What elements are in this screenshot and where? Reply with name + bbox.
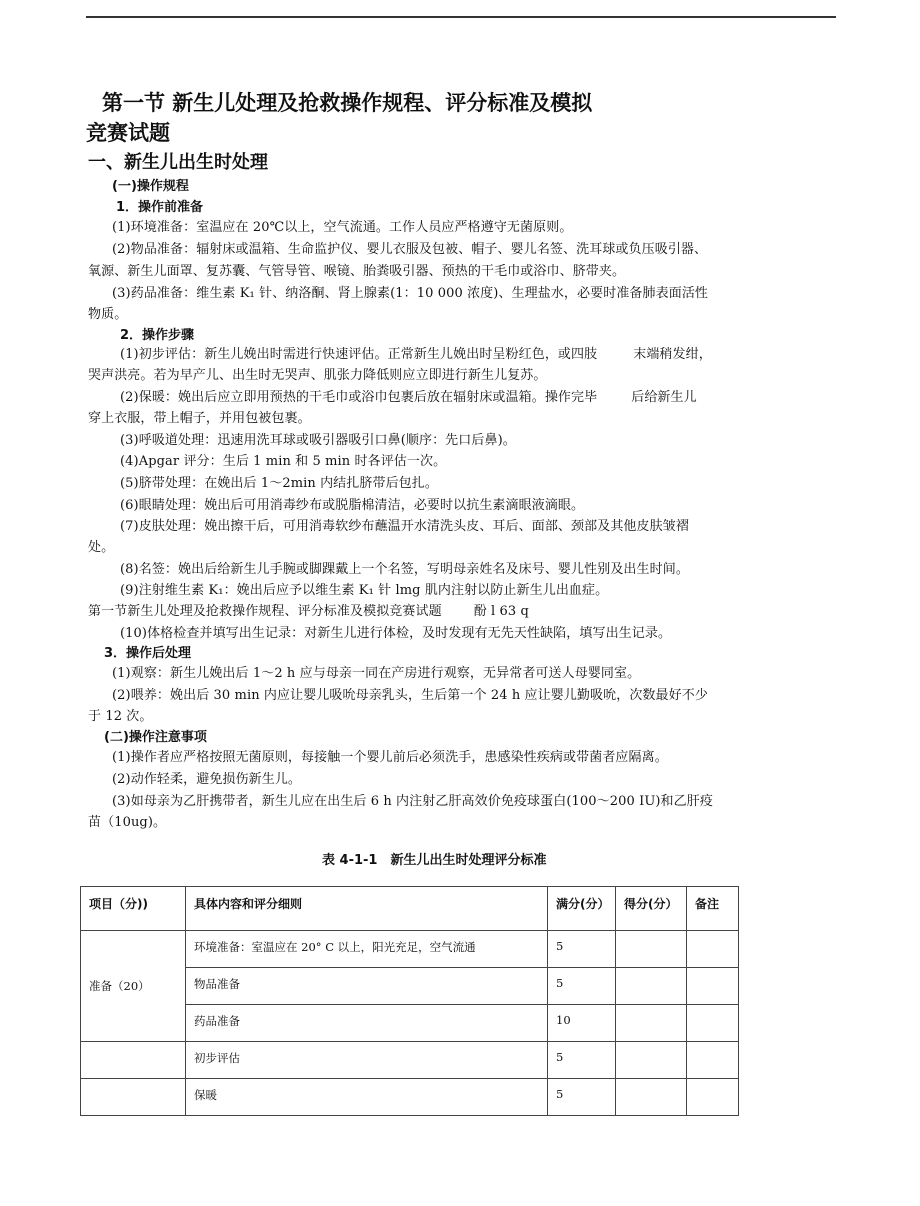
header-rule bbox=[86, 16, 836, 18]
note-cell[interactable] bbox=[687, 1042, 739, 1079]
paragraph-line: 处。 bbox=[88, 540, 115, 555]
paragraph-line: 穿上衣服，带上帽子，并用包被包裹。 bbox=[88, 411, 311, 426]
paragraph-line: 于 12 次。 bbox=[88, 709, 153, 724]
note-cell[interactable] bbox=[687, 931, 739, 968]
score-cell[interactable] bbox=[616, 931, 687, 968]
table-row bbox=[81, 931, 739, 968]
page-title-line2: 竞赛试题 bbox=[86, 121, 170, 145]
paragraph-line: 物质。 bbox=[88, 307, 128, 322]
group-label-cell: 准备（20） bbox=[81, 931, 186, 1042]
scoring-table bbox=[80, 886, 739, 1116]
text-segment: 末端稍发绀， bbox=[633, 347, 712, 362]
paragraph-line: (2)物品准备：辐射床或温箱、生命监护仪、婴儿衣服及包被、帽子、婴儿名签、洗耳球或负压吸引器、 bbox=[112, 242, 708, 257]
score-cell[interactable] bbox=[616, 1079, 687, 1116]
max-score-cell: 5 bbox=[548, 931, 616, 968]
content-cell: 药品准备 bbox=[186, 1005, 548, 1042]
step-heading-steps: 2．操作步骤 bbox=[120, 328, 195, 343]
table-row bbox=[81, 1079, 739, 1116]
paragraph-line: (6)眼睛处理：娩出后可用消毒纱布或脱脂棉清洁，必要时以抗生素滴眼液滴眼。 bbox=[120, 498, 585, 513]
text-segment: (2)保暖：娩出后应立即用预热的干毛巾或浴巾包裹后放在辐射床或温箱。操作完毕 bbox=[120, 390, 598, 405]
header-cell-item: 项目（分)) bbox=[81, 887, 186, 931]
step-heading-post: 3．操作后处理 bbox=[104, 646, 192, 661]
paragraph-line bbox=[120, 345, 712, 365]
max-score-cell: 5 bbox=[548, 1079, 616, 1116]
paragraph-line: 哭声洪亮。若为早产儿、出生时无哭声、肌张力降低则应立即进行新生儿复苏。 bbox=[88, 368, 547, 383]
text-segment: 后给新生儿 bbox=[631, 390, 697, 405]
subsection-heading-notes: (二)操作注意事项 bbox=[104, 730, 207, 745]
note-cell[interactable] bbox=[687, 1079, 739, 1116]
paragraph-line: (2)动作轻柔，避免损伤新生儿。 bbox=[112, 772, 302, 787]
paragraph-line: (4)Apgar 评分：生后 1 min 和 5 min 时各评估一次。 bbox=[120, 454, 447, 469]
section-heading: 一、新生儿出生时处理 bbox=[88, 152, 268, 173]
paragraph-line: 氧源、新生儿面罩、复苏囊、气管导管、喉镜、胎粪吸引器、预热的干毛巾或浴巾、脐带夹。 bbox=[88, 264, 626, 279]
note-cell[interactable] bbox=[687, 1005, 739, 1042]
note-cell[interactable] bbox=[687, 968, 739, 1005]
content-cell: 保暖 bbox=[186, 1079, 548, 1116]
header-cell-max-score: 满分(分） bbox=[548, 887, 616, 931]
text-segment: 酚 l 63 q bbox=[473, 604, 529, 619]
paragraph-line: 苗（10ug)。 bbox=[88, 815, 167, 830]
paragraph-line bbox=[120, 388, 697, 408]
paragraph-line: (5)脐带处理：在娩出后 1～2min 内结扎脐带后包扎。 bbox=[120, 476, 438, 491]
score-cell[interactable] bbox=[616, 1005, 687, 1042]
table-header-row bbox=[81, 887, 739, 931]
paragraph-line: (3)呼吸道处理：迅速用洗耳球或吸引器吸引口鼻(顺序：先口后鼻)。 bbox=[120, 433, 516, 448]
group-label-cell bbox=[81, 1079, 186, 1116]
paragraph-line: (1)观察：新生儿娩出后 1～2 h 应与母亲一同在产房进行观察，无异常者可送人母婴同室。 bbox=[112, 666, 641, 681]
score-cell[interactable] bbox=[616, 1042, 687, 1079]
paragraph-line: (3)药品准备：维生素 K₁ 针、纳洛酮、肾上腺素(1：10 000 浓度)、生理盐水，必要时准备肺表面活性 bbox=[112, 286, 709, 301]
table-row bbox=[81, 1042, 739, 1079]
step-heading-preparation: 1．操作前准备 bbox=[116, 200, 204, 215]
page-title-line1: 第一节 新生儿处理及抢救操作规程、评分标准及模拟 bbox=[102, 91, 593, 115]
content-cell: 环境准备：室温应在 20° C 以上，阳光充足，空气流通 bbox=[186, 931, 548, 968]
content-cell: 初步评估 bbox=[186, 1042, 548, 1079]
paragraph-line: (1)环境准备：室温应在 20℃以上，空气流通。工作人员应严格遵守无菌原则。 bbox=[112, 220, 573, 235]
text-segment: 第一节新生儿处理及抢救操作规程、评分标准及模拟竞赛试题 bbox=[88, 604, 442, 619]
content-cell: 物品准备 bbox=[186, 968, 548, 1005]
header-cell-score: 得分(分） bbox=[616, 887, 687, 931]
paragraph-line: (3)如母亲为乙肝携带者，新生儿应在出生后 6 h 内注射乙肝高效价免疫球蛋白(100～200 IU)和乙肝疫 bbox=[112, 794, 713, 809]
table-caption: 表 4-1-1 新生儿出生时处理评分标准 bbox=[322, 853, 547, 868]
paragraph-line: (1)操作者应严格按照无菌原则，每接触一个婴儿前后必须洗手，患感染性疾病或带菌者应隔离。 bbox=[112, 750, 668, 765]
text-segment: (1)初步评估：新生儿娩出时需进行快速评估。正常新生儿娩出时呈粉红色，或四肢 bbox=[120, 347, 598, 362]
max-score-cell: 10 bbox=[548, 1005, 616, 1042]
max-score-cell: 5 bbox=[548, 968, 616, 1005]
max-score-cell: 5 bbox=[548, 1042, 616, 1079]
header-cell-note: 备注 bbox=[687, 887, 739, 931]
paragraph-line: (9)注射维生素 K₁：娩出后应予以维生素 K₁ 针 lmg 肌内注射以防止新生儿出血症。 bbox=[120, 583, 609, 598]
paragraph-line: (10)体格检查并填写出生记录：对新生儿进行体检，及时发现有无先天性缺陷，填写出生记录。 bbox=[120, 626, 672, 641]
subsection-heading-procedure: (一)操作规程 bbox=[112, 179, 189, 194]
header-cell-content: 具体内容和评分细则 bbox=[186, 887, 548, 931]
running-footer-line bbox=[88, 602, 529, 622]
group-label-cell bbox=[81, 1042, 186, 1079]
paragraph-line: (2)喂养：娩出后 30 min 内应让婴儿吸吮母亲乳头，生后第一个 24 h 应让婴儿勤吸吮，次数最好不少 bbox=[112, 688, 708, 703]
paragraph-line: (7)皮肤处理：娩出擦干后，可用消毒软纱布蘸温开水清洗头皮、耳后、面部、颈部及其他皮肤皱褶 bbox=[120, 519, 689, 534]
score-cell[interactable] bbox=[616, 968, 687, 1005]
paragraph-line: (8)名签：娩出后给新生儿手腕或脚踝戴上一个名签，写明母亲姓名及床号、婴儿性别及出生时间。 bbox=[120, 562, 689, 577]
